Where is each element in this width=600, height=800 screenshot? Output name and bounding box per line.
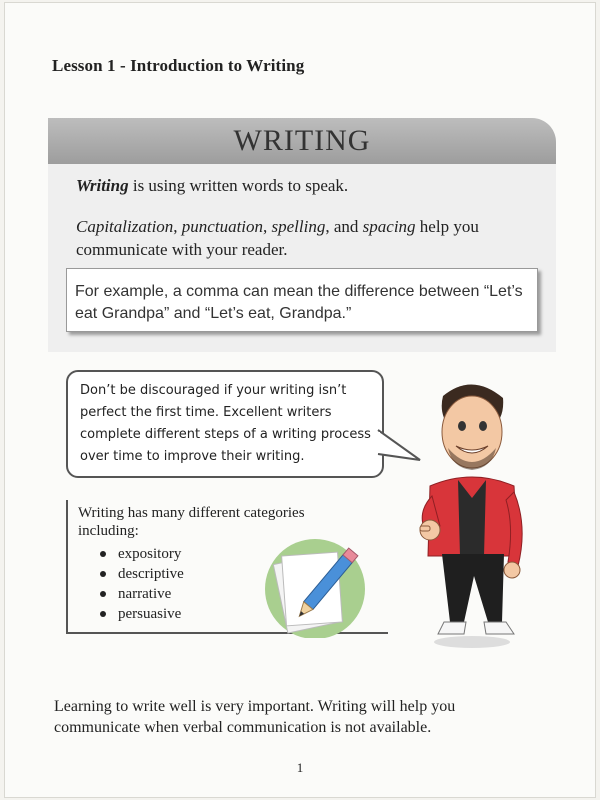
- example-text: For example, a comma can mean the difference between “Let’s eat Grandpa” and “Let’s eat, Grandpa.”: [75, 283, 523, 322]
- list-item: narrative: [98, 584, 184, 604]
- speech-bubble-tail: [376, 428, 422, 468]
- skill-term: Capitalization: [76, 217, 174, 236]
- page-number: 1: [296, 760, 304, 775]
- skill-term: punctuation: [181, 217, 264, 236]
- example-box: [66, 268, 538, 332]
- skill-sep: ,: [263, 217, 272, 236]
- panel-title: WRITING: [233, 124, 371, 157]
- teacher-illustration: [418, 376, 528, 651]
- skill-sep: help you communicate with your reader.: [76, 217, 479, 259]
- speech-bubble: [66, 370, 384, 478]
- pencil-paper-icon: [254, 534, 376, 638]
- list-item: expository: [98, 544, 184, 564]
- definition-term: Writing: [76, 176, 129, 195]
- definition-rest: is using written words to speak.: [128, 176, 349, 195]
- closing-paragraph: Learning to write well is very important. Writing will help you communicate when verbal communication is not available.: [54, 698, 456, 736]
- speech-bubble-text: Don’t be discouraged if your writing isn’t perfect the first time. Excellent writers complete different steps of a writing process over time to improve their writing.: [80, 383, 371, 464]
- skill-sep: ,: [173, 217, 182, 236]
- lesson-title: Lesson 1 - Introduction to Writing: [52, 56, 305, 75]
- skill-sep: , and: [325, 217, 363, 236]
- skills-text: [76, 215, 526, 261]
- definition-text: [76, 176, 348, 196]
- list-item: descriptive: [98, 564, 184, 584]
- skill-term: spacing: [362, 217, 416, 236]
- list-item: persuasive: [98, 604, 184, 624]
- categories-list: [98, 544, 184, 624]
- skill-term: spelling: [271, 217, 326, 236]
- panel-header: [48, 118, 556, 164]
- categories-intro: Writing has many different categories including:: [78, 505, 305, 539]
